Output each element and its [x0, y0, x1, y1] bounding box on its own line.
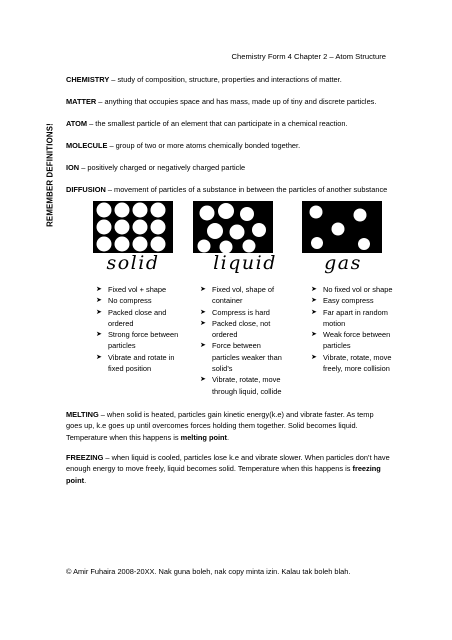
page-header: Chemistry Form 4 Chapter 2 – Atom Structure [231, 52, 386, 61]
definitions-list [66, 74, 396, 206]
solid-properties [96, 284, 186, 374]
arrowhead-bullet-icon: ➤ [96, 353, 102, 361]
definition-molecule: MOLECULE – group of two or more atoms chemically bonded together. [66, 141, 301, 150]
list-item: ➤ Force between particles weaker than solid’s [200, 341, 282, 374]
list-item: ➤ Packed close, not ordered [200, 318, 271, 340]
list-item: ➤ Compress is hard [200, 307, 270, 317]
definition-atom: ATOM – the smallest particle of an element that can participate in a chemical reaction. [66, 119, 348, 128]
list-item: ➤ Fixed vol + shape [96, 285, 167, 294]
freezing-paragraph: FREEZING – when liquid is cooled, particles lose k.e and vibrate slower. When particles don’t have enough energy to move freely, liquid becomes solid. Temperature when this happens is freezing point. [66, 453, 390, 485]
definition-matter: MATTER – anything that occupies space and has mass, made up of tiny and discrete particles. [66, 97, 377, 106]
list-item: ➤ Far apart in random motion [311, 307, 388, 328]
arrowhead-bullet-icon: ➤ [311, 297, 317, 305]
arrowhead-bullet-icon: ➤ [311, 308, 317, 316]
gas-properties [311, 284, 401, 374]
state-label-liquid: liquid [213, 252, 277, 274]
list-item: ➤ Vibrate and rotate in fixed position [96, 352, 175, 374]
liquid-properties [200, 284, 288, 397]
list-item: ➤ Weak force between particles [311, 330, 391, 351]
arrowhead-bullet-icon: ➤ [311, 331, 317, 339]
arrowhead-bullet-icon: ➤ [96, 297, 102, 305]
arrowhead-bullet-icon: ➤ [200, 308, 206, 316]
list-item: ➤ No fixed vol or shape [311, 285, 393, 294]
liquid-particle-diagram [193, 201, 273, 253]
list-item: ➤ Fixed vol, shape of container [200, 285, 275, 306]
list-item: ➤ Packed close and ordered [96, 307, 167, 328]
solid-particle-diagram [93, 201, 173, 253]
list-item: ➤ Vibrate, rotate, move freely, more collision [311, 352, 392, 374]
definition-diffusion: DIFFUSION – movement of particles of a substance in between the particles of another substance [66, 185, 388, 194]
arrowhead-bullet-icon: ➤ [96, 331, 102, 339]
gas-particle-diagram [302, 201, 382, 253]
state-label-solid: solid [106, 252, 160, 274]
copyright-footer: © Amir Fuhaira 2008-20XX. Nak guna boleh, nak copy minta izin. Kalau tak boleh blah. [66, 567, 351, 576]
arrowhead-bullet-icon: ➤ [96, 286, 102, 293]
arrowhead-bullet-icon: ➤ [200, 342, 206, 350]
side-label: REMEMBER DEFINITIONS! [45, 123, 55, 227]
state-label-gas: gas [324, 252, 362, 274]
arrowhead-bullet-icon: ➤ [200, 286, 206, 293]
arrowhead-bullet-icon: ➤ [200, 319, 206, 327]
definition-ion: ION – positively charged or negatively charged particle [66, 163, 246, 172]
list-item: ➤ Easy compress [311, 296, 374, 306]
arrowhead-bullet-icon: ➤ [200, 376, 206, 384]
arrowhead-bullet-icon: ➤ [96, 308, 102, 316]
definition-chemistry: CHEMISTRY – study of composition, structure, properties and interactions of matter. [66, 75, 342, 84]
arrowhead-bullet-icon: ➤ [311, 286, 317, 293]
melting-paragraph: MELTING – when solid is heated, particles gain kinetic energy(k.e) and vibrate faster. As temp goes up, k.e goes up until overcomes forces holding them together. Solid becomes liquid. Temperature when this happens is melting point. [66, 410, 374, 442]
list-item: ➤ Vibrate, rotate, move through liquid, collide [200, 375, 282, 396]
arrowhead-bullet-icon: ➤ [311, 353, 317, 361]
list-item: ➤ No compress [96, 296, 152, 306]
list-item: ➤ Strong force between particles [96, 330, 179, 351]
